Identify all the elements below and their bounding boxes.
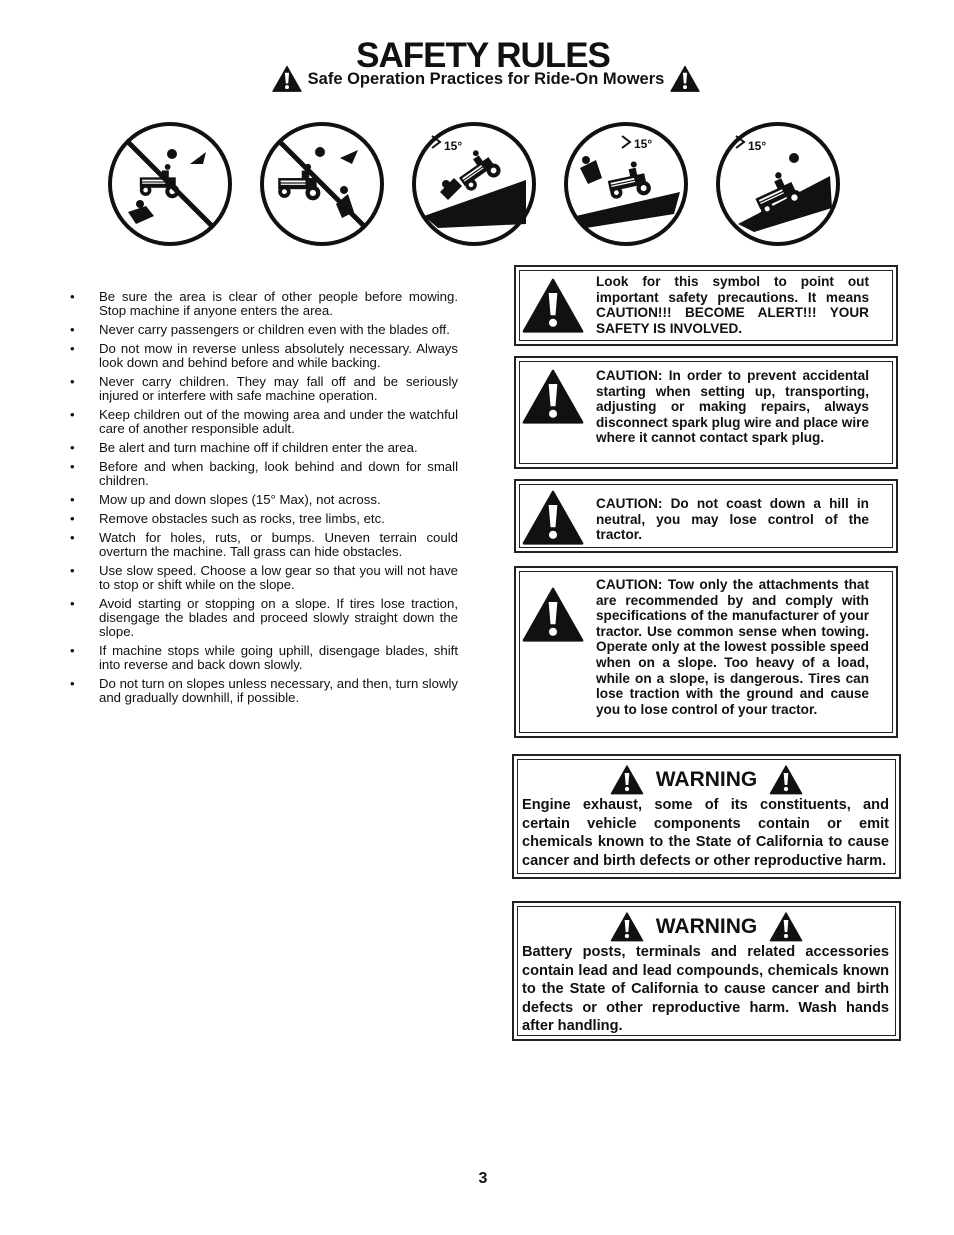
caution-box-spark-plug	[514, 356, 898, 469]
list-item: • Remove obstacles such as rocks, tree limbs, etc.	[70, 512, 458, 526]
caution-text: CAUTION: In order to prevent accidental starting when setting up, transporting, adjusting or making repairs, always disconnect spark plug wire and place wire where it cannot contact spark plug.	[596, 368, 869, 446]
caution-box-towing	[514, 566, 898, 738]
page-number: 3	[478, 1170, 488, 1187]
warning-triangle-icon	[272, 65, 302, 93]
warning-box-engine-exhaust	[512, 754, 901, 879]
warning-triangle-icon	[522, 366, 584, 428]
warning-heading	[514, 763, 899, 797]
warning-box-battery	[512, 901, 901, 1041]
list-item: • Be sure the area is clear of other people before mowing. Stop machine if anyone enters the area.	[70, 290, 458, 318]
warning-triangle-icon	[670, 65, 700, 93]
list-item: • If machine stops while going uphill, disengage blades, shift into reverse and back down slowly.	[70, 644, 458, 672]
warning-triangle-icon	[522, 275, 584, 337]
warning-triangle-icon	[769, 765, 803, 795]
warning-triangle-icon	[522, 584, 584, 646]
subtitle	[246, 62, 726, 96]
slope-max-angle-icon	[714, 120, 842, 248]
warning-text: Engine exhaust, some of its constituents, and certain vehicle components contain or emit chemicals known to the State of California to cause cancer and birth defects or other reproductive harm.	[522, 797, 889, 869]
list-item: • Before and when backing, look behind and down for small children.	[70, 460, 458, 488]
caution-text: CAUTION: Tow only the attachments that are recommended by and comply with specifications of the manufacturer of your tractor. Use common sense when towing. Operate only at the lowest possible speed when on a slope. Too heavy of a load, while on a slope, is dangerous. Tires can lose traction with the ground and cause you to lose control of your tractor.	[596, 577, 869, 717]
list-item: • Avoid starting or stopping on a slope. If tires lose traction, disengage the blades and proceed slowly straight down the slope.	[70, 597, 458, 639]
caution-box-coasting	[514, 479, 898, 553]
list-item: • Do not mow in reverse unless absolutely necessary. Always look down and behind before and while backing.	[70, 342, 458, 370]
warning-triangle-icon	[769, 912, 803, 942]
warning-text: Battery posts, terminals and related accessories contain lead and lead compounds, chemicals known to the State of California to cause cancer and birth defects or other reproductive harm. Wash hands after handling.	[522, 944, 889, 1035]
list-item: • Keep children out of the mowing area and under the watchful care of another responsible adult.	[70, 408, 458, 436]
warning-heading-text: WARNING	[655, 768, 758, 791]
list-item: • Watch for holes, ruts, or bumps. Uneven terrain could overturn the machine. Tall grass can hide obstacles.	[70, 531, 458, 559]
warning-triangle-icon	[610, 912, 644, 942]
slope-angle-label: 15°	[634, 137, 653, 151]
caution-text: CAUTION: Do not coast down a hill in neutral, you may lose control of the tractor.	[596, 496, 869, 543]
list-item: • Use slow speed. Choose a low gear so that you will not have to stop or shift while on the slope.	[70, 564, 458, 592]
list-item: • Do not turn on slopes unless necessary, and then, turn slowly and gradually downhill, if possible.	[70, 677, 458, 705]
slope-angle-label: 15°	[444, 139, 463, 153]
slope-rollover-icon	[410, 120, 538, 248]
list-item: • Never carry children. They may fall off and be seriously injured or interfere with safe machine operation.	[70, 375, 458, 403]
safety-pictograms	[106, 120, 848, 250]
warning-heading-text: WARNING	[655, 915, 758, 938]
warning-triangle-icon	[522, 487, 584, 549]
subtitle-text: Safe Operation Practices for Ride-On Mowers	[307, 69, 665, 88]
slope-tip-over-icon	[562, 120, 690, 248]
warning-heading	[514, 910, 899, 944]
list-item: • Never carry passengers or children even with the blades off.	[70, 323, 458, 337]
page-title: SAFETY RULES	[356, 36, 610, 75]
list-item: • Be alert and turn machine off if children enter the area.	[70, 441, 458, 455]
slope-angle-label: 15°	[748, 139, 767, 153]
caution-text: Look for this symbol to point out important safety precautions. It means CAUTION!!! BECOME ALERT!!! YOUR SAFETY IS INVOLVED.	[596, 274, 869, 336]
safety-bullet-list	[70, 290, 458, 710]
list-item: • Mow up and down slopes (15° Max), not across.	[70, 493, 458, 507]
no-children-near-mower-icon	[258, 120, 386, 248]
warning-triangle-icon	[610, 765, 644, 795]
no-bystanders-reverse-mowing-icon	[106, 120, 234, 248]
caution-box-symbol-meaning	[514, 265, 898, 346]
